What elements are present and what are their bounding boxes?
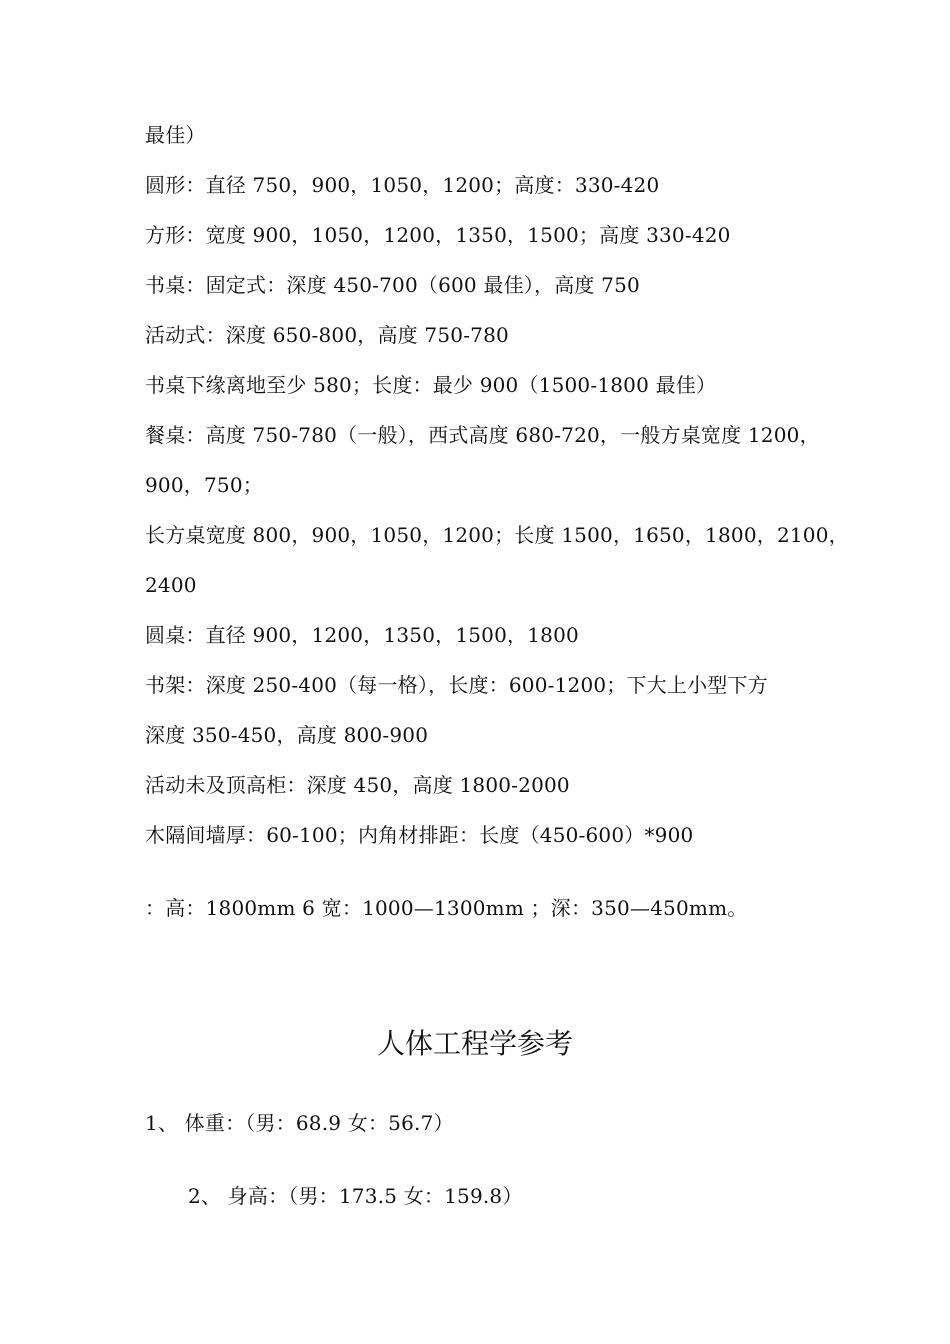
text-line: 圆桌：直径 900，1200，1350，1500，1800 bbox=[145, 623, 579, 647]
text-line: 木隔间墙厚：60-100；内角材排距：长度（450-600）*900 bbox=[145, 823, 694, 847]
text-line: 餐桌：高度 750-780（一般），西式高度 680-720，一般方桌宽度 1200， bbox=[145, 423, 820, 447]
section-title: 人体工程学参考 bbox=[376, 1027, 573, 1060]
text-line: 最佳） bbox=[145, 123, 206, 147]
text-line: 活动未及顶高柜：深度 450，高度 1800-2000 bbox=[145, 773, 570, 797]
text-line: 深度 350-450，高度 800-900 bbox=[145, 723, 429, 747]
text-line: 书桌：固定式：深度 450-700（600 最佳），高度 750 bbox=[145, 273, 640, 297]
text-line: 书架：深度 250-400（每一格），长度：600-1200；下大上小型下方 bbox=[145, 673, 768, 697]
text-line: 方形：宽度 900，1050，1200，1350，1500；高度 330-420 bbox=[145, 223, 731, 247]
text-line: 活动式：深度 650-800，高度 750-780 bbox=[145, 323, 509, 347]
text-line: 长方桌宽度 800，900，1050，1200；长度 1500，1650，1800，2100， bbox=[145, 523, 849, 547]
text-line: 2400 bbox=[145, 573, 197, 597]
text-line: ：高：1800mm 6 宽：1000—1300mm ；深：350—450mm。 bbox=[145, 896, 748, 920]
text-line: 900，750； bbox=[145, 473, 263, 497]
text-line: 书桌下缘离地至少 580；长度：最少 900（1500-1800 最佳） bbox=[145, 373, 717, 397]
list-item: 2、 身高：（男：173.5 女：159.8） bbox=[188, 1184, 523, 1208]
text-line: 圆形：直径 750，900，1050，1200；高度：330-420 bbox=[145, 173, 660, 197]
list-item: 1、 体重：（男：68.9 女：56.7） bbox=[145, 1111, 454, 1135]
